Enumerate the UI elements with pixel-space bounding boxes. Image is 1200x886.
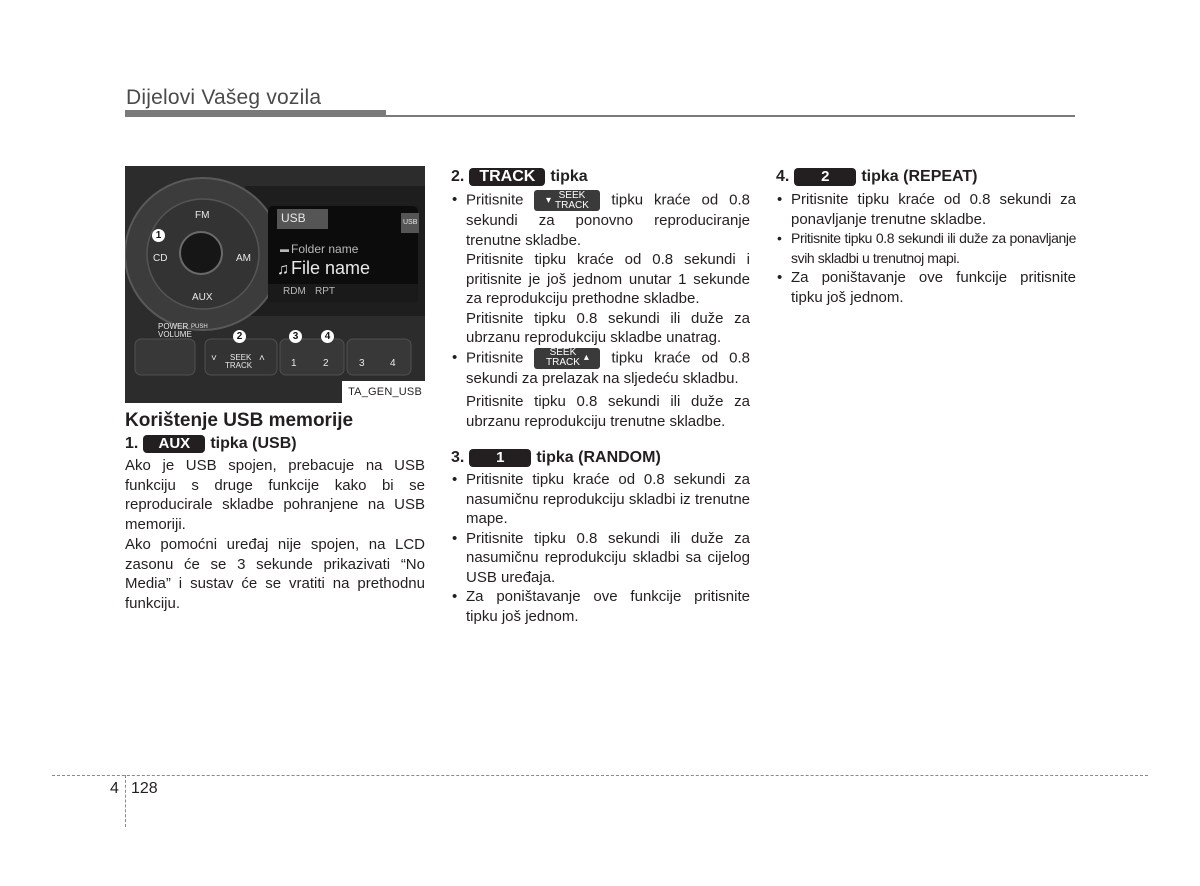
random-bullet-1: • Pritisnite tipku kraće od 0.8 sekundi za nasumičnu reprodukciju skladbi iz trenutne mape. (451, 470, 750, 529)
lcd-rpt: RPT (315, 286, 335, 297)
footer-divider (125, 775, 126, 827)
aux-label: AUX (192, 292, 213, 303)
track-text: TRACK (545, 357, 580, 368)
radio-panel-illustration (125, 166, 425, 403)
button-1-badge: 1 (469, 449, 531, 467)
radio-panel-photo (125, 166, 425, 403)
seek-label: SEEK (230, 353, 252, 362)
usb-paragraph-2: Ako pomoćni uređaj nije spojen, na LCD zasonu će se 3 sekunde prikazivati “No Media” i sustav će se vratiti na prethodnu funkciju. (125, 536, 425, 612)
item-2-title: tipka (550, 168, 588, 185)
chevron-down-icon: ▾ (545, 194, 552, 206)
text-fragment: tipku kraće od 0.8 sekundi za prelazak na sljedeću skladbu. (466, 348, 751, 387)
text-fragment: Pritisnite (466, 191, 524, 209)
seek-track-label (546, 348, 580, 368)
callout-3: 3 (289, 330, 302, 343)
text-fragment: tipku kraće od 0.8 sekundi za ponovno reproduciranje trenutne skladbe. (466, 191, 751, 249)
am-label: AM (236, 253, 251, 264)
item-1-number: 1. (125, 435, 139, 452)
chapter-number: 4 (110, 780, 119, 797)
preset-2-label: 2 (323, 358, 329, 369)
lcd-folder-name: Folder name (291, 242, 359, 256)
button-2-badge: 2 (794, 168, 856, 186)
random-bullets (451, 470, 750, 626)
track-bullets-a (451, 190, 750, 250)
text-fragment: Pritisnite (466, 348, 524, 366)
preset-4-label: 4 (390, 358, 396, 369)
chevron-down-icon: ˅ (211, 353, 217, 364)
chevron-up-icon: ˄ (259, 353, 265, 364)
figure-caption: TA_GEN_USB (342, 381, 425, 404)
item-1-title: tipka (USB) (210, 435, 297, 452)
track-para-5: Pritisnite tipku 0.8 sekundi ili duže za ubrzanu reprodukciju trenutne skladbe. (466, 393, 750, 430)
random-bullet-3: • Za poništavanje ove funkcije pritisnite tipku još jednom. (451, 587, 750, 626)
item-2-number: 2. (451, 168, 465, 185)
seek-text: SEEK (549, 347, 577, 358)
aux-badge: AUX (143, 435, 205, 453)
power-label: POWER (158, 322, 189, 331)
music-note-icon: ♫ (277, 261, 289, 278)
seek-text: SEEK (558, 189, 586, 201)
item-4-number: 4. (776, 168, 790, 185)
track-badge: TRACK (469, 168, 545, 186)
volume-label: VOLUME (158, 330, 192, 339)
header-rule-thick (125, 110, 386, 117)
callout-4: 4 (321, 330, 334, 343)
section-heading: Korištenje USB memorije (125, 410, 354, 431)
track-text: TRACK (555, 199, 589, 211)
track-label: TRACK (225, 361, 253, 370)
lcd-file-name: File name (291, 258, 371, 278)
callout-2: 2 (233, 330, 246, 343)
item-4-title: tipka (REPEAT) (861, 168, 978, 185)
cd-label: CD (153, 253, 168, 264)
column-left (125, 166, 425, 613)
lcd-mode: USB (277, 209, 328, 229)
column-middle (451, 166, 750, 626)
lcd-rdm: RDM (283, 286, 306, 297)
footer-rule (52, 775, 1148, 776)
track-para-2: Pritisnite tipku kraće od 0.8 sekundi i pritisnite je još jednom unutar 1 sekunde za reprodukciju prethodne skladbe. (466, 251, 750, 307)
seek-track-label (555, 191, 589, 211)
track-bullet-1 (451, 190, 750, 250)
item-1-heading (125, 433, 425, 455)
folder-icon: ▬ (280, 244, 289, 254)
item-3-number: 3. (451, 449, 465, 466)
item-3-heading (451, 447, 750, 469)
repeat-bullet-3: • Za poništavanje ove funkcije pritisnite tipku još jednom. (776, 268, 1076, 307)
item-2-heading (451, 166, 750, 188)
page-number: 128 (131, 780, 158, 797)
item-3-title: tipka (RANDOM) (536, 449, 661, 466)
lcd-mode-small: USB (401, 213, 419, 233)
seek-down-button-icon (534, 190, 600, 211)
chevron-up-icon: ▴ (583, 352, 589, 363)
repeat-bullet-1: • Pritisnite tipku kraće od 0.8 sekundi za ponavljanje trenutne skladbe. (776, 190, 1076, 229)
preset-3-label: 3 (359, 358, 365, 369)
random-bullet-2: • Pritisnite tipku 0.8 sekundi ili duže za nasumičnu reprodukciju skladbi sa cijelog USB uređaja. (451, 529, 750, 588)
preset-1-label: 1 (291, 358, 297, 369)
item-4-heading (776, 166, 1076, 188)
track-para-3: Pritisnite tipku 0.8 sekundi ili duže za ubrzanu reprodukciju skladbe unatrag. (466, 309, 750, 346)
track-bullet-2 (451, 348, 750, 389)
push-label: PUSH (191, 324, 208, 330)
callout-1: 1 (152, 229, 165, 242)
track-bullets-b (451, 348, 750, 389)
column-right (776, 166, 1076, 307)
seek-up-button-icon (534, 348, 600, 369)
repeat-bullets (776, 190, 1076, 307)
header-rule-thin (386, 115, 1075, 117)
page-header-title: Dijelovi Vašeg vozila (126, 86, 322, 109)
usb-paragraph-1: Ako je USB spojen, prebacuje na USB funkciju s druge funkcije kako bi se reproducirale skladbe pohranjene na USB memoriji. (125, 457, 425, 533)
repeat-bullet-2: • Pritisnite tipku 0.8 sekundi ili duže za ponavljanje svih skladbi u trenutnoj mapi. (776, 229, 1076, 268)
fm-label: FM (195, 210, 210, 221)
